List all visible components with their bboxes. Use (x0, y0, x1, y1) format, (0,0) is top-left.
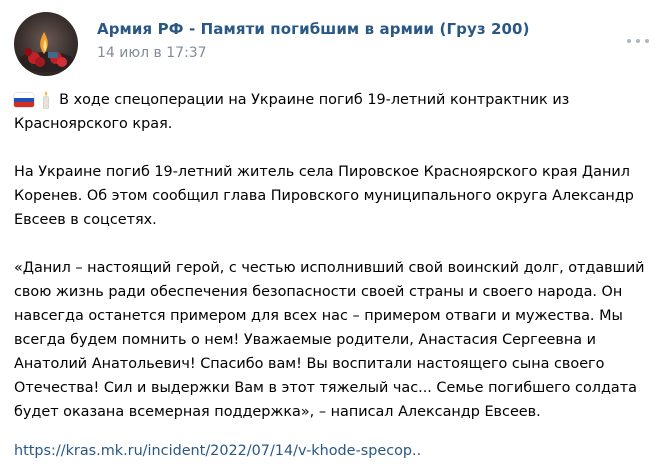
dot (636, 39, 640, 43)
post-date[interactable]: 14 июл в 17:37 (97, 45, 207, 61)
paragraph-2: На Украине погиб 19-летний житель села Пировское Красноярского края Данил Коренев. Об этом сообщил глава Пировского муниципального округа Александр Евсеев в соцсетях. (14, 164, 634, 228)
group-name-link[interactable]: Армия РФ - Памяти погибшим в армии (Груз 200) (97, 20, 530, 38)
more-dots-icon[interactable] (627, 36, 649, 46)
memorial-avatar (14, 12, 78, 76)
post-text (14, 88, 654, 448)
paragraph-1-text: В ходе спецоперации на Украине погиб 19-летний контрактник из Красноярского края. (14, 92, 570, 132)
paragraph-3: «Данил – настоящий герой, с честью исполнивший свой воинский долг, отдавший свою жизнь ради обеспечения безопасности своей страны и своего народа. Он навсегда останется примером для всех нас – примером отваги и мужества. Мы всегда будем помнить о нем! Уважаемые родители, Анастасия Сергеевна и Анатолий Анатольевич! Спасибо вам! Вы воспитали настоящего сына своего Отечества! Сил и выдержки Вам в этот тяжелый час... Семье погибшего солдата будет оказана всемерная поддержка», – написал Александр Евсеев. (14, 260, 645, 420)
dot (627, 39, 631, 43)
russia-flag-icon (14, 93, 34, 107)
candle-icon (42, 91, 50, 109)
group-avatar[interactable] (14, 12, 78, 76)
dot (645, 39, 649, 43)
paragraph-1 (14, 88, 654, 136)
source-link[interactable]: https://kras.mk.ru/incident/2022/07/14/v-khode-specop.. (14, 443, 422, 459)
